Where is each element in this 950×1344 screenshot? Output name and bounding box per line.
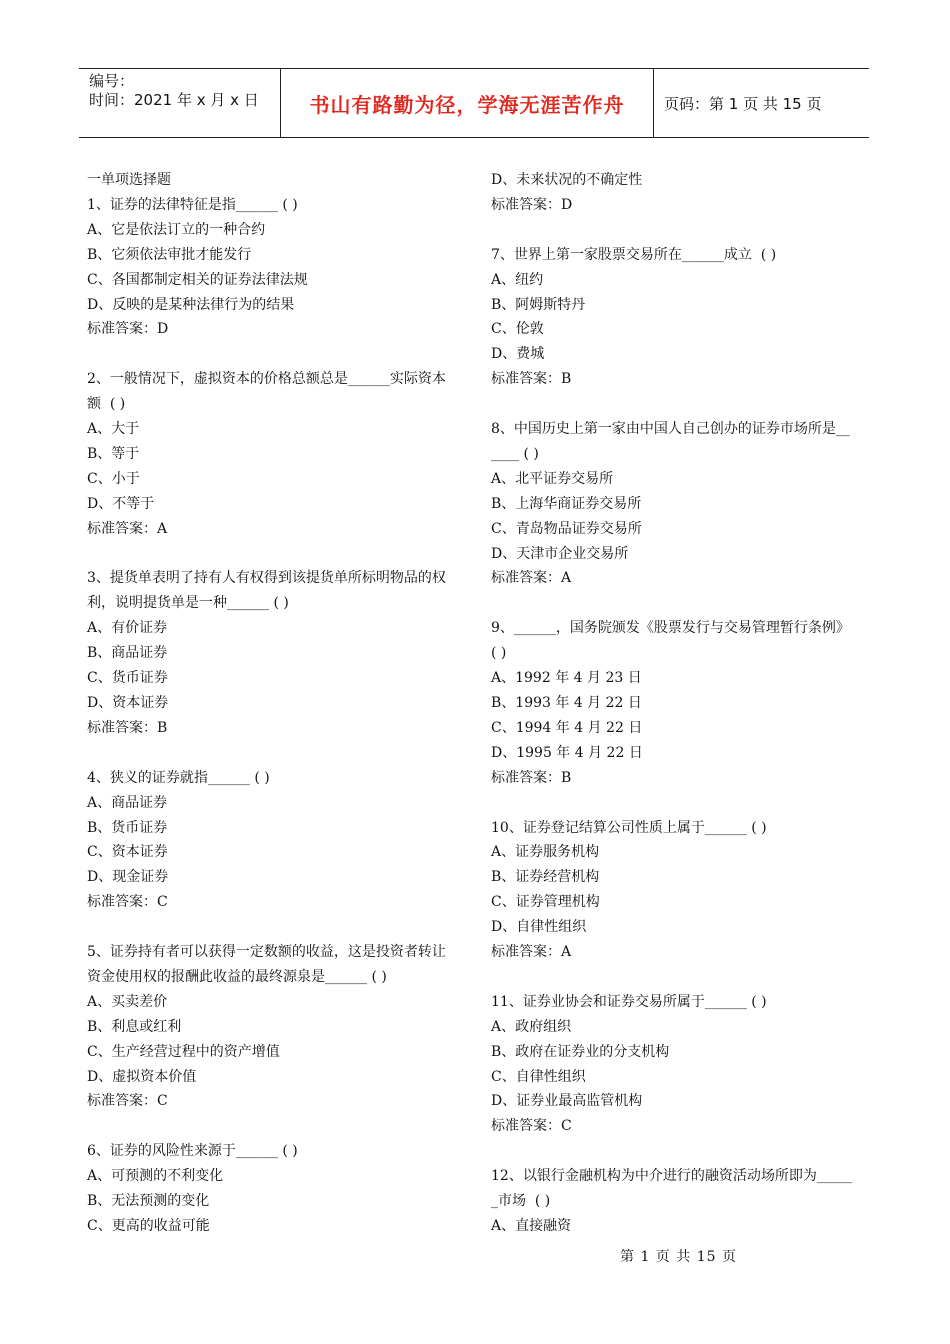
question-line: 额 ( ) [87, 396, 126, 413]
page-footer: 第 1 页 共 15 页 [620, 1249, 737, 1265]
question-line: C、货币证券 [87, 670, 168, 687]
question-line: B、商品证券 [87, 645, 168, 662]
question-line: 5、证券持有者可以获得一定数额的收益，这是投资者转让 [87, 944, 446, 961]
question-line: A、证券服务机构 [491, 844, 600, 861]
question-line [491, 591, 866, 616]
question-line: A、买卖差价 [87, 993, 168, 1010]
question-line: B、等于 [87, 445, 140, 462]
question-line: D、证券业最高监管机构 [491, 1093, 643, 1110]
question-line: A、北平证券交易所 [491, 470, 614, 487]
question-line: 3、提货单表明了持有人有权得到该提货单所标明物品的权 [87, 570, 446, 587]
left-column [87, 168, 459, 1239]
page-indicator: 页码：第 1 页 共 15 页 [664, 94, 822, 113]
motto: 书山有路勤为径，学海无涯苦作舟 [309, 92, 625, 117]
header-meta [79, 69, 280, 137]
question-line: A、商品证券 [87, 794, 168, 811]
question-line: B、1993 年 4 月 22 日 [491, 694, 642, 711]
date-label: 时间：2021 年 x 月 x 日 [89, 91, 259, 109]
question-line: 标准答案：B [87, 719, 168, 736]
question-line: B、货币证券 [87, 819, 168, 836]
question-line: A、可预测的不利变化 [87, 1168, 224, 1185]
question-line: D、现金证券 [87, 869, 169, 886]
question-line: 2、一般情况下，虚拟资本的价格总额总是______实际资本 [87, 371, 446, 388]
question-line: C、青岛物品证券交易所 [491, 520, 642, 537]
question-line: 标准答案：B [491, 371, 572, 388]
right-column [491, 168, 866, 1239]
serial-number-label: 编号： [89, 72, 135, 90]
question-line: A、它是依法订立的一种合约 [87, 221, 266, 238]
question-line: B、无法预测的变化 [87, 1193, 210, 1210]
header-motto-cell [280, 69, 654, 137]
question-line: 资金使用权的报酬此收益的最终源泉是______ ( ) [87, 968, 387, 985]
question-line: 1、证券的法律特征是指______ ( ) [87, 196, 298, 213]
question-line: 标准答案：A [491, 944, 572, 961]
question-line: C、自律性组织 [491, 1068, 586, 1085]
question-line: D、未来状况的不确定性 [491, 172, 643, 188]
question-line: C、1994 年 4 月 22 日 [491, 719, 643, 736]
question-line: C、伦敦 [491, 321, 544, 338]
question-line: B、证券经营机构 [491, 869, 600, 886]
question-line: 标准答案：C [87, 1093, 168, 1110]
question-line [491, 392, 866, 417]
question-line: 标准答案：A [87, 520, 168, 537]
question-line: 9、______，国务院颁发《股票发行与交易管理暂行条例》 [491, 620, 850, 637]
question-line: 标准答案：D [87, 321, 169, 338]
question-line: 标准答案：B [491, 769, 572, 786]
question-line: 12、以银行金融机构为中介进行的融资活动场所即为_____ [491, 1168, 852, 1185]
question-line: 11、证券业协会和证券交易所属于______ ( ) [491, 993, 767, 1010]
question-line: C、更高的收益可能 [87, 1217, 210, 1234]
question-line: D、不等于 [87, 495, 155, 512]
question-line: C、小于 [87, 470, 140, 487]
question-line: 10、证券登记结算公司性质上属于______ ( ) [491, 819, 767, 836]
question-line: 标准答案：C [491, 1118, 572, 1135]
question-line: 8、中国历史上第一家由中国人自己创办的证券市场所是__ [491, 421, 850, 438]
question-line: C、各国都制定相关的证券法律法规 [87, 271, 308, 288]
question-line: 利，说明提货单是一种______ ( ) [87, 595, 289, 612]
question-line: _市场 ( ) [491, 1193, 551, 1210]
question-line: D、自律性组织 [491, 919, 587, 936]
question-line: 4、狭义的证券就指______ ( ) [87, 769, 270, 786]
header-page-cell [654, 69, 869, 137]
question-line: 6、证券的风险性来源于______ ( ) [87, 1143, 298, 1160]
question-line: D、反映的是某种法律行为的结果 [87, 296, 295, 313]
question-line [87, 542, 459, 567]
question-line: C、资本证券 [87, 844, 168, 861]
document-header [79, 68, 869, 138]
question-line: D、1995 年 4 月 22 日 [491, 744, 643, 761]
question-line [491, 965, 866, 990]
question-line: A、纽约 [491, 271, 544, 288]
question-line: ( ) [491, 645, 507, 662]
question-line: D、天津市企业交易所 [491, 545, 629, 562]
question-line [491, 1139, 866, 1164]
question-line: 一单项选择题 [87, 172, 171, 188]
question-line: B、利息或红利 [87, 1018, 182, 1035]
question-line: A、政府组织 [491, 1018, 572, 1035]
question-line: 标准答案：C [87, 894, 168, 911]
question-line: A、直接融资 [491, 1217, 572, 1234]
question-line: 7、世界上第一家股票交易所在______成立 ( ) [491, 246, 777, 263]
question-line: B、政府在证券业的分支机构 [491, 1043, 670, 1060]
question-line: ____ ( ) [491, 445, 539, 462]
question-line: D、资本证券 [87, 695, 169, 711]
question-line: A、大于 [87, 421, 140, 438]
question-line: 标准答案：D [491, 196, 573, 213]
question-line: C、生产经营过程中的资产增值 [87, 1043, 280, 1060]
question-line [87, 915, 459, 940]
question-line: A、有价证券 [87, 620, 168, 637]
question-line: C、证券管理机构 [491, 894, 600, 911]
question-line: D、虚拟资本价值 [87, 1068, 197, 1085]
question-line: B、阿姆斯特丹 [491, 296, 586, 313]
question-line: D、费城 [491, 346, 545, 363]
question-line [87, 342, 459, 367]
question-line [87, 1114, 459, 1139]
question-line: A、1992 年 4 月 23 日 [491, 670, 642, 687]
question-line: 标准答案：A [491, 570, 572, 587]
question-line [491, 218, 866, 243]
question-line [87, 741, 459, 766]
question-line: B、它须依法审批才能发行 [87, 246, 252, 263]
question-line: B、上海华商证券交易所 [491, 495, 642, 512]
question-line [491, 791, 866, 816]
